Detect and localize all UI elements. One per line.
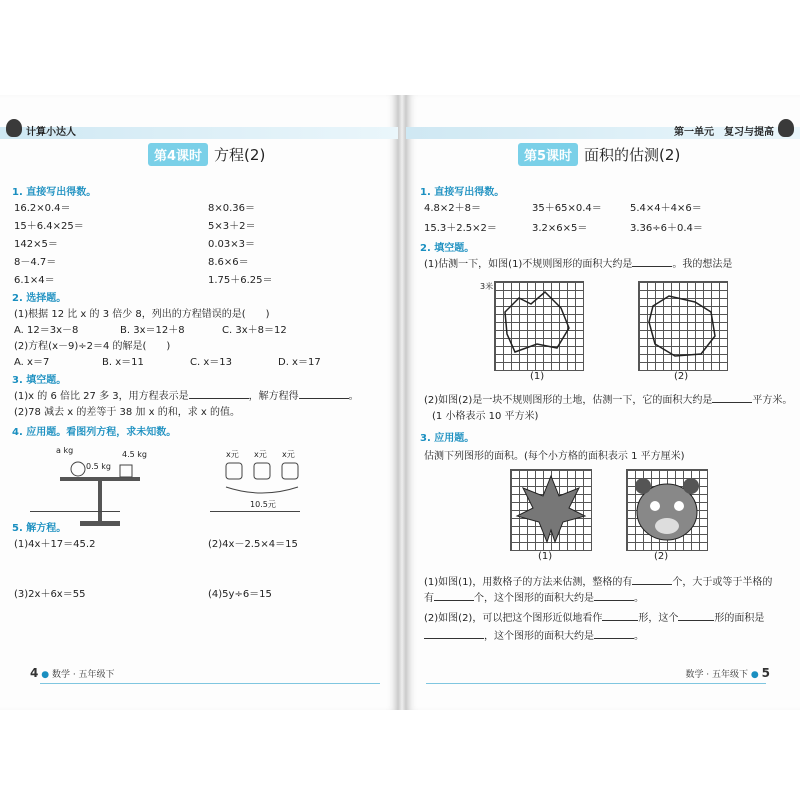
fill-question-1-text: (1)x 的 6 倍比 27 多 3，用方程表示是 (14, 391, 189, 402)
fill-question-1-text: (1)估测一下，如图(1)不规则图形的面积大约是 (424, 259, 633, 270)
calc-item: 8×0.36＝ (208, 203, 256, 214)
choice-option: D. x＝17 (278, 357, 321, 368)
grid-scale-label: 3米 (480, 282, 494, 291)
price-jars-figure (220, 445, 310, 515)
answer-blank[interactable] (712, 392, 752, 403)
tiger-figure (626, 469, 708, 551)
fill-question-2-text2: 平方米。 (752, 395, 793, 406)
choice-option: B. 3x＝12＋8 (120, 325, 185, 336)
right-header: 第一单元 复习与提高 (674, 127, 774, 138)
price-label-x: x元 (254, 450, 267, 459)
figure-caption: (1) (538, 551, 553, 562)
fill-question-1-text2: ，解方程得 (248, 391, 299, 402)
weight-label-c: 4.5 kg (122, 450, 147, 459)
page-number: 5 (761, 666, 770, 680)
calc-item: 15.3＋2.5×2＝ (424, 223, 497, 234)
calc-item: 0.03×3＝ (208, 239, 256, 250)
equation-item: (3)2x＋6x＝55 (14, 589, 86, 600)
section-5-title: 5. 解方程。 (12, 523, 67, 534)
choice-option: B. x＝11 (102, 357, 144, 368)
choice-question-2: (2)方程(x－9)÷2＝4 的解是( ) (14, 341, 171, 352)
footer-line (40, 683, 380, 684)
section-4-title: 4. 应用题。看图列方程，求未知数。 (12, 427, 177, 438)
app-question-1-text3: 有 (424, 593, 434, 604)
app-question-2-text3: 形的面积是 (714, 613, 765, 624)
calc-item: 35＋65×0.4＝ (532, 203, 602, 214)
left-header: 计算小达人 (26, 127, 76, 138)
answer-blank[interactable] (434, 590, 474, 601)
app-question-2-text4: ，这个图形的面积大约是 (484, 631, 594, 642)
calc-item: 8－4.7＝ (14, 257, 57, 268)
app-question-2b: ，这个图形的面积大约是 。 (424, 627, 644, 642)
calc-item: 15＋6.4×25＝ (14, 221, 84, 232)
fill-question-1 (424, 255, 732, 270)
choice-option: C. x＝13 (190, 357, 232, 368)
app-question-1-text2: 个，大于或等于半格的 (672, 577, 773, 588)
fill-question-2: (2)78 减去 x 的差等于 38 加 x 的和，求 x 的值。 (14, 407, 240, 418)
section-2-title: 2. 填空题。 (420, 243, 475, 254)
app-question-1 (424, 573, 772, 588)
page-number: 4 (30, 666, 39, 680)
answer-line[interactable] (210, 511, 300, 512)
equation-item: (1)4x＋17＝45.2 (14, 539, 96, 550)
figure-caption: (1) (530, 371, 545, 382)
app-question-1-text: (1)如图(1)，用数格子的方法来估测，整格的有 (424, 577, 633, 588)
app-question-2-text: (2)如图(2)，可以把这个图形近似地看作 (424, 613, 603, 624)
calc-item: 16.2×0.4＝ (14, 203, 71, 214)
choice-option: A. x＝7 (14, 357, 50, 368)
calc-item: 4.8×2＋8＝ (424, 203, 482, 214)
section-3-title: 3. 填空题。 (12, 375, 67, 386)
lesson-tag: 第5课时 (518, 143, 578, 166)
section-3-intro: 估测下列图形的面积。(每个小方格的面积表示 1 平方厘米) (424, 451, 685, 462)
footer-text: 数学 · 五年级下 (685, 670, 749, 680)
leaf-figure (510, 469, 592, 551)
weight-label-a: a kg (56, 446, 74, 455)
app-question-1b: 有 个，这个图形的面积大约是 。 (424, 589, 644, 604)
grid-figure-2 (638, 281, 728, 371)
lesson-title (148, 143, 265, 165)
section-1-title: 1. 直接写出得数。 (12, 187, 97, 198)
left-footer (30, 666, 115, 680)
calc-item: 142×5＝ (14, 239, 58, 250)
section-2-title: 2. 选择题。 (12, 293, 67, 304)
book-spread (0, 95, 800, 710)
price-label-x: x元 (226, 450, 239, 459)
lesson-name: 面积的估测(2) (584, 145, 681, 164)
footer-text: 数学 · 五年级下 (51, 670, 115, 680)
fill-question-1-text2: 。我的想法是 (672, 259, 733, 270)
answer-blank[interactable] (189, 388, 249, 399)
choice-question-1: (1)根据 12 比 x 的 3 倍少 8，列出的方程错误的是( ) (14, 309, 270, 320)
book-gutter (398, 95, 406, 710)
price-label-x: x元 (282, 450, 295, 459)
app-question-2-text2: 形，这个 (638, 613, 679, 624)
answer-blank[interactable] (632, 574, 672, 585)
weight-label-b: 0.5 kg (86, 462, 111, 471)
right-footer (685, 666, 770, 680)
fill-question-1: (1)x 的 6 倍比 27 多 3，用方程表示是 ，解方程得 。 (14, 387, 359, 402)
app-question-2 (424, 609, 764, 624)
answer-blank[interactable] (424, 628, 484, 639)
calc-item: 5×3＋2＝ (208, 221, 256, 232)
fill-question-2-text: (2)如图(2)是一块不规则图形的土地，估测一下，它的面积大约是 (424, 395, 713, 406)
lesson-tag: 第4课时 (148, 143, 208, 166)
answer-line[interactable] (30, 511, 120, 512)
answer-blank[interactable] (594, 590, 634, 601)
app-question-1-text4: 个，这个图形的面积大约是 (474, 593, 594, 604)
mascot-icon (6, 119, 22, 137)
choice-option: A. 12＝3x－8 (14, 325, 79, 336)
calc-item: 3.36÷6＋0.4＝ (630, 223, 703, 234)
footer-line (426, 683, 766, 684)
calc-item: 6.1×4＝ (14, 275, 55, 286)
left-page (0, 95, 398, 710)
footer-dot-icon: ● (41, 670, 50, 680)
figure-caption: (2) (654, 551, 669, 562)
fill-question-2-note: (1 小格表示 10 平方米) (432, 411, 539, 422)
calc-item: 8.6×6＝ (208, 257, 249, 268)
equation-item: (2)4x－2.5×4＝15 (208, 539, 298, 550)
grid-figure-1 (494, 281, 584, 371)
answer-blank[interactable] (602, 610, 638, 621)
right-page (406, 95, 800, 710)
price-total-label: 10.5元 (250, 500, 276, 509)
lesson-name: 方程(2) (214, 145, 266, 164)
answer-blank[interactable] (632, 256, 672, 267)
answer-blank[interactable] (678, 610, 714, 621)
choice-option: C. 3x＋8＝12 (222, 325, 287, 336)
section-1-title: 1. 直接写出得数。 (420, 187, 505, 198)
calc-item: 3.2×6×5＝ (532, 223, 588, 234)
fill-question-2 (424, 391, 792, 406)
answer-blank[interactable] (594, 628, 634, 639)
answer-blank[interactable] (299, 388, 349, 399)
figure-caption: (2) (674, 371, 689, 382)
footer-dot-icon: ● (750, 670, 759, 680)
lesson-title (518, 143, 680, 165)
calc-item: 1.75＋6.25＝ (208, 275, 273, 286)
calc-item: 5.4×4＋4×6＝ (630, 203, 702, 214)
section-3-title: 3. 应用题。 (420, 433, 475, 444)
mascot-icon (778, 119, 794, 137)
equation-item: (4)5y÷6＝15 (208, 589, 272, 600)
